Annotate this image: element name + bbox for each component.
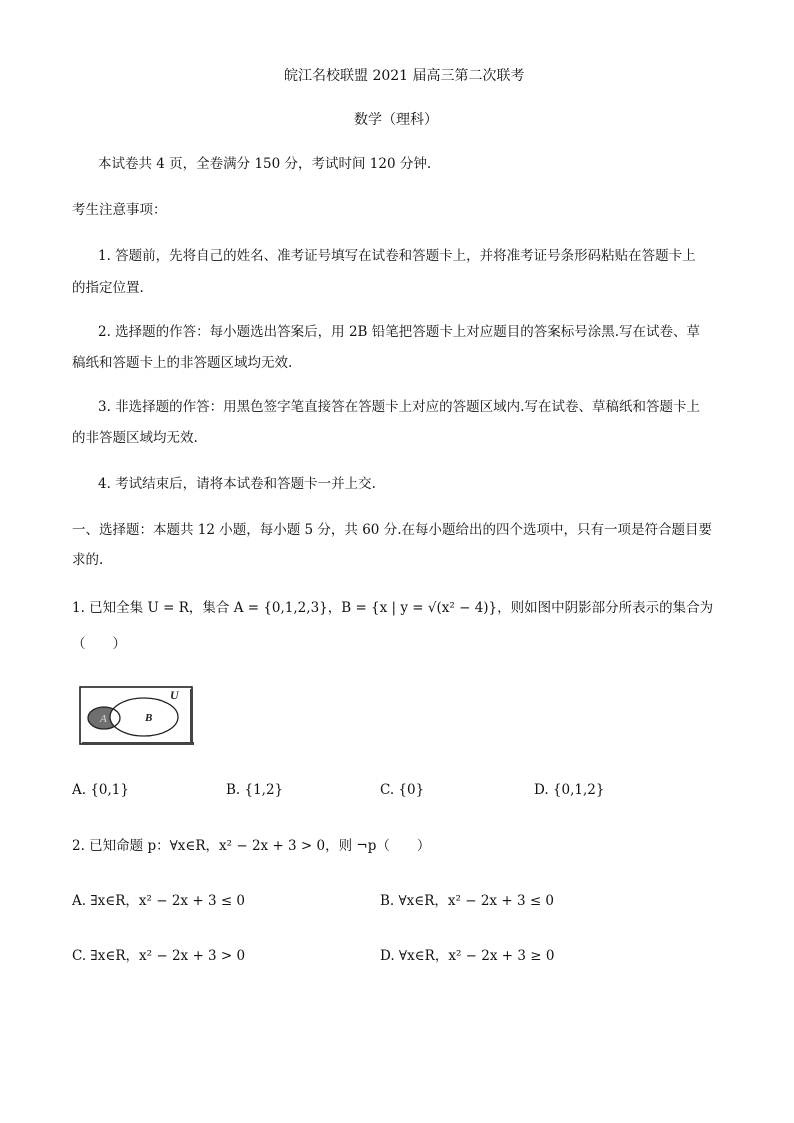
label-b: B: [145, 712, 153, 724]
notice-heading: 考生注意事项：: [72, 202, 167, 218]
notice-item-1-line-2: 的指定位置.: [72, 280, 144, 296]
exam-subtitle: 数学（理科）: [354, 112, 438, 128]
notice-item-2-line-1: 2. 选择题的作答：每小题选出答案后，用 2B 铅笔把答题卡上对应题目的答案标号涂黑.写在试卷、草: [98, 324, 701, 340]
exam-title: 皖江名校联盟 2021 届高三第二次联考: [284, 68, 525, 84]
q2-option-c: C. ∃x∈R，x² − 2x + 3 > 0: [72, 948, 246, 964]
notice-item-4: 4. 考试结束后，请将本试卷和答题卡一并上交.: [98, 476, 376, 492]
question-1-stem: 1. 已知全集 U = R，集合 A = {0,1,2,3}，B = {x | y = √(x² − 4)}，则如图中阴影部分所表示的集合为: [72, 600, 714, 616]
q1-option-b: B. {1,2}: [226, 782, 284, 798]
label-a: A: [100, 713, 107, 725]
question-1-paren: （ ）: [72, 636, 126, 652]
question-2-stem: 2. 已知命题 p：∀x∈R，x² − 2x + 3 > 0，则 ¬p（ ）: [72, 838, 431, 854]
q2-option-a: A. ∃x∈R，x² − 2x + 3 ≤ 0: [72, 893, 246, 909]
notice-item-3-line-1: 3. 非选择题的作答：用黑色签字笔直接答在答题卡上对应的答题区域内.写在试卷、草稿纸和答题卡上: [98, 399, 700, 415]
q1-option-d: D. {0,1,2}: [534, 782, 605, 798]
q1-option-a: A. {0,1}: [72, 782, 129, 798]
label-u: U: [170, 688, 179, 702]
notice-item-1-line-1: 1. 答题前，先将自己的姓名、准考证号填写在试卷和答题卡上，并将准考证号条形码粘贴在答题卡上: [98, 248, 696, 264]
q2-option-d: D. ∀x∈R，x² − 2x + 3 ≥ 0: [380, 948, 555, 964]
notice-item-2-line-2: 稿纸和答题卡上的非答题区域均无效.: [72, 355, 293, 371]
venn-diagram: [78, 685, 194, 747]
exam-intro: 本试卷共 4 页，全卷满分 150 分，考试时间 120 分钟.: [98, 156, 432, 172]
q1-option-c: C. {0}: [380, 782, 425, 798]
section-1-heading-line-2: 求的.: [72, 552, 104, 568]
q2-option-b: B. ∀x∈R，x² − 2x + 3 ≤ 0: [380, 893, 555, 909]
section-1-heading-line-1: 一、选择题：本题共 12 小题，每小题 5 分，共 60 分.在每小题给出的四个选项中，只有一项是符合题目要: [72, 522, 712, 538]
notice-item-3-line-2: 的非答题区域均无效.: [72, 430, 198, 446]
